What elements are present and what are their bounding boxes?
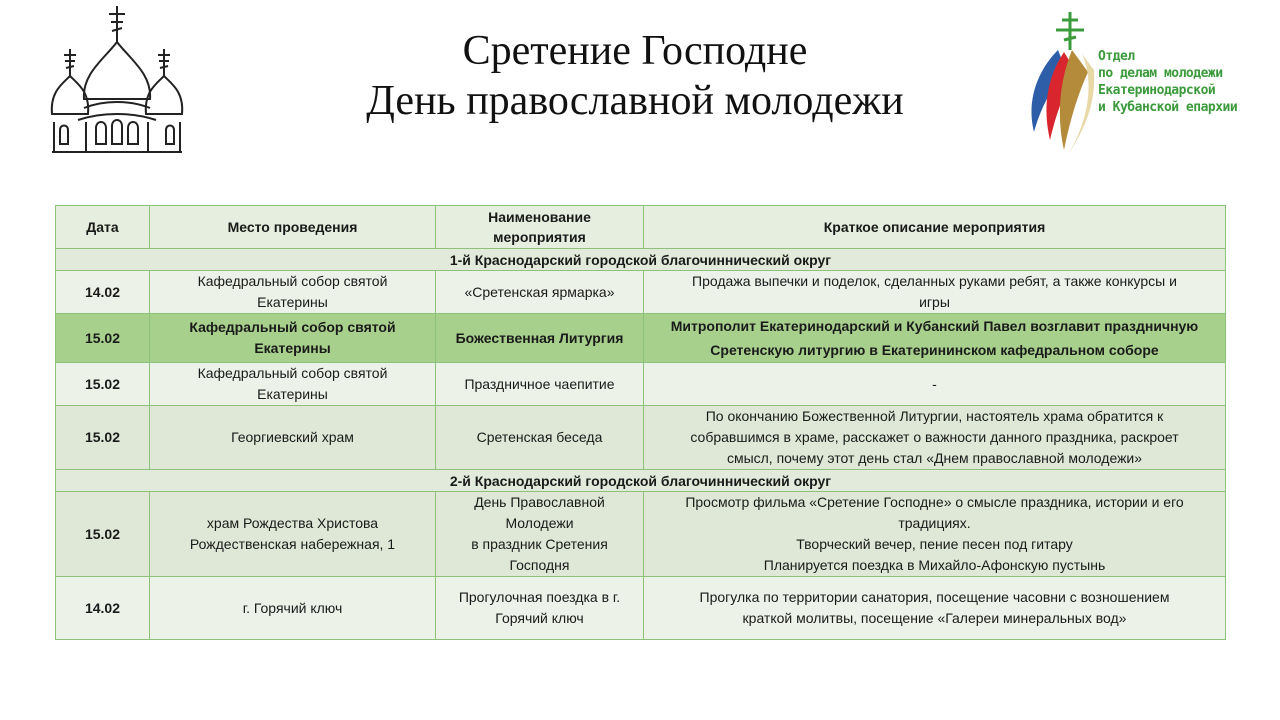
cell-line: краткой молитвы, посещение «Галереи минеральных вод» [742,610,1127,626]
cell-description [644,577,1226,640]
dept-line-2: по делам молодежи [1098,66,1223,81]
department-name [1098,48,1268,116]
table-row [56,492,1226,577]
cell-line: Екатерины [254,340,331,356]
cell-place [150,363,436,406]
district-title: 1-й Краснодарский городской благочиннический округ [56,249,1226,271]
cell-line: традициях. [898,515,971,531]
cell-name [436,406,644,470]
cell-place [150,271,436,314]
cell-description [644,314,1226,363]
cell-line: Продажа выпечки и поделок, сделанных руками ребят, а также конкурсы и [692,273,1177,289]
cell-line: Молодежи [505,515,574,531]
header-date: Дата [56,206,150,249]
cell-line: Праздничное чаепитие [464,375,615,392]
cell-line: Кафедральный собор святой [197,273,388,289]
page-title [280,26,990,126]
table-row [56,271,1226,314]
cell-description [644,271,1226,314]
cell-line: - [932,375,937,392]
cell-description [644,492,1226,577]
cell-line: Сретенскую литургию в Екатерининском кафедральном соборе [710,342,1159,358]
cell-name [436,314,644,363]
cell-line: По окончанию Божественной Литургии, настоятель храма обратится к [705,408,1164,424]
cell-line: Георгиевский храм [231,429,354,445]
cell-line: Просмотр фильма «Сретение Господне» о смысле праздника, истории и его [685,494,1184,510]
cell-line: смысл, почему этот день стал «Днем православной молодежи» [726,450,1143,466]
cell-line: в праздник Сретения [471,536,608,552]
table-row [56,406,1226,470]
cell-line: Горячий ключ [495,610,584,626]
cell-line: День Православной [474,494,605,510]
cell-line: Рождественская набережная, 1 [189,536,396,552]
church-domes-logo [44,4,194,156]
cell-line: Прогулка по территории санатория, посещение часовни с вознoшением [699,589,1170,605]
cell-line: Екатерины [257,294,328,310]
title-line-1: Сретение Господне [462,28,808,74]
title-line-2: День православной молодежи [366,78,904,124]
district-row [56,470,1226,492]
cell-line: Прогулочная поездка в г. [458,589,621,605]
cell-date: 14.02 [56,271,150,314]
cell-line: собравшимся в храме, расскажет о важности данного праздника, раскроет [690,429,1179,445]
cell-line: Митрополит Екатеринодарский и Кубанский Павел возглавит праздничную [670,318,1199,334]
dept-line-3: Екатеринодарской [1098,83,1216,98]
district-row [56,249,1226,271]
header-row [56,206,1226,249]
header-description: Краткое описание мероприятия [644,206,1226,249]
cell-date: 14.02 [56,577,150,640]
cell-date: 15.02 [56,492,150,577]
district-title: 2-й Краснодарский городской благочиннический округ [56,470,1226,492]
cell-line: Божественная Литургия [455,329,624,346]
cell-place [150,492,436,577]
cell-line: Кафедральный собор святой [197,365,388,381]
cell-date: 15.02 [56,363,150,406]
cell-line: Планируется поездка в Михайло-Афонскую пустынь [763,557,1106,573]
cell-place [150,577,436,640]
dept-line-1: Отдел [1098,49,1135,64]
cell-line: игры [919,294,950,310]
header-name: Наименование мероприятия [436,206,644,249]
schedule-table [55,205,1226,640]
cell-name [436,363,644,406]
cell-date: 15.02 [56,406,150,470]
header-place: Место проведения [150,206,436,249]
table-row [56,363,1226,406]
dept-line-4: и Кубанской епархии [1098,100,1238,115]
cell-line: Сретенская беседа [476,429,603,445]
cell-line: Кафедральный собор святой [189,319,396,335]
cell-name [436,271,644,314]
cell-line: Господня [509,557,570,573]
cell-description [644,406,1226,470]
cell-line: Екатерины [257,386,328,402]
cell-place [150,406,436,470]
cell-line: Творческий вечер, пение песен под гитару [796,536,1073,552]
cell-name [436,492,644,577]
cell-description [644,363,1226,406]
cell-place [150,314,436,363]
table-row [56,577,1226,640]
cell-line: «Сретенская ярмарка» [464,283,615,300]
cell-date: 15.02 [56,314,150,363]
cell-name [436,577,644,640]
cell-line: храм Рождества Христова [206,515,379,531]
table-row-highlighted [56,314,1226,363]
cell-line: г. Горячий ключ [242,599,343,616]
